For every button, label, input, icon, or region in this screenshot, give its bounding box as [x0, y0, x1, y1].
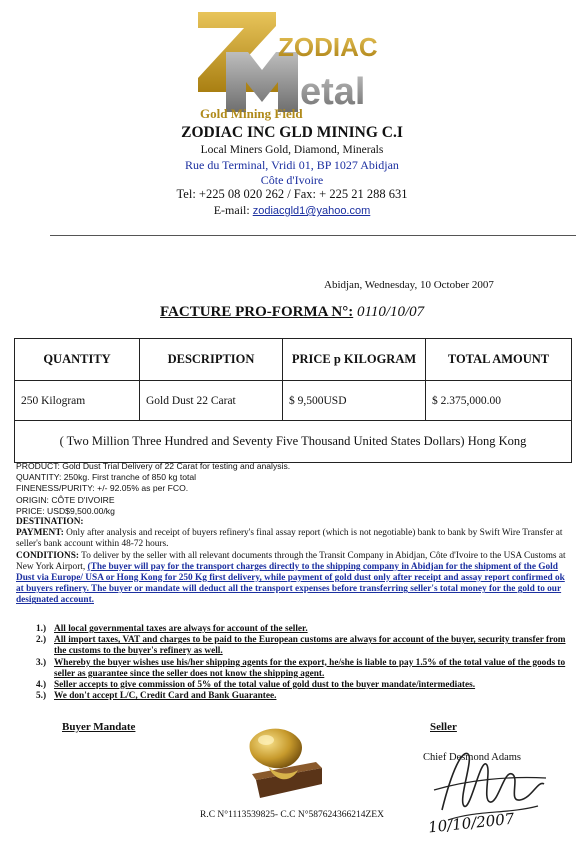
detail-product: PRODUCT: Gold Dust Trial Delivery of 22 Carat for testing and analysis.: [16, 461, 291, 471]
logo-word-metal: etal: [300, 71, 366, 113]
signature-date: 10/10/2007: [427, 809, 516, 837]
detail-payment: [16, 528, 572, 550]
company-tagline: Local Miners Gold, Diamond, Minerals: [200, 144, 384, 156]
conditions-transport-note: (The buyer will pay for the transport charges directly to the shipping company in Abidjan for the shipment of the Gold Dust via Europe/ USA or Hong Kong for 250 Kg first delivery, while payment of gold dust only after receipt and assay report confirmed ok at buyers refinery. The buyer or mandate will deduct all the transport expenses before transferring seller's total money for the gold to our designated account.: [16, 561, 565, 606]
detail-price: PRICE: USD$9,500.00/kg: [16, 505, 115, 516]
cell-quantity: 250 Kilogram: [15, 381, 140, 421]
company-email: [130, 203, 454, 218]
table-header-row: [15, 339, 572, 381]
detail-origin: ORIGIN: CÔTE D'IVOIRE: [16, 494, 115, 505]
col-price: PRICE p KILOGRAM: [283, 339, 426, 381]
amount-words-row: [15, 421, 572, 463]
invoice-details: [16, 461, 572, 607]
table-row: [15, 381, 572, 421]
email-link[interactable]: zodiacgld1@yahoo.com: [252, 205, 371, 217]
invoice-table: [14, 338, 572, 463]
invoice-title-label: FACTURE PRO-FORMA N°:: [160, 304, 354, 320]
buyer-mandate-label: Buyer Mandate: [62, 721, 136, 733]
list-item: 5.) We don't accept L/C, Credit Card and Bank Guarantee.: [36, 691, 277, 702]
conditions-text: To deliver by the seller with all relevant documents through the Transit Company in Abidjan, Côte d'Ivoire to the USA Customs at New York Airport,: [16, 550, 566, 572]
detail-quantity: QUANTITY: 250kg. First tranche of 850 kg total: [16, 472, 197, 483]
invoice-number: 0110/10/07: [356, 304, 425, 320]
seller-label: Seller: [430, 721, 457, 733]
company-country: Côte d'Ivoire: [260, 173, 324, 187]
logo-word-zodiac: ZODIAC: [278, 32, 378, 62]
list-item: 2.) All import taxes, VAT and charges to be paid to the European customs are always for account of the buyer, security transfer from the customs to the buyer's refinery as well.: [36, 635, 566, 657]
terms-list: [16, 624, 572, 702]
header-divider: [50, 235, 576, 236]
company-phone: Tel: +225 08 020 262 / Fax: + 225 21 288 631: [176, 187, 408, 201]
invoice-title: [160, 304, 424, 321]
detail-fineness: FINENESS/PURITY: +/- 92.05% as per FCO.: [16, 483, 189, 494]
col-total: TOTAL AMOUNT: [426, 339, 572, 381]
registration-numbers: R.C N°1113539825- C.C N°587624366214ZEX: [200, 810, 384, 820]
seller-name: Chief Desmond Adams: [423, 752, 521, 763]
cell-description: Gold Dust 22 Carat: [140, 381, 283, 421]
payment-text: Only after analysis and receipt of buyers refinery's final assay report (which is not negotiable) bank to bank by Swift Wire Transfer at seller's bank account within 48-72 hours.: [16, 528, 563, 550]
cell-price: $ 9,500USD: [283, 381, 426, 421]
payment-label: PAYMENT:: [16, 528, 64, 539]
conditions-label: CONDITIONS:: [16, 550, 80, 561]
detail-conditions: [16, 551, 572, 607]
cell-total: $ 2.375,000.00: [426, 381, 572, 421]
invoice-date: Abidjan, Wednesday, 10 October 2007: [324, 279, 494, 291]
detail-destination: DESTINATION:: [16, 517, 84, 528]
col-quantity: QUANTITY: [15, 339, 140, 381]
gold-nugget-image: [238, 722, 328, 802]
list-item: 1.) All local governmental taxes are always for account of the seller.: [36, 624, 308, 634]
company-address: Rue du Terminal, Vridi 01, BP 1027 Abidjan: [185, 158, 399, 172]
logo-subtitle: Gold Mining Field: [200, 106, 303, 121]
col-description: DESCRIPTION: [140, 339, 283, 381]
email-label: E-mail:: [213, 203, 253, 217]
list-item: 4.) Seller accepts to give commission of 5% of the total value of gold dust to the buyer mandate/intermediates.: [36, 680, 476, 691]
amount-in-words: ( Two Million Three Hundred and Seventy Five Thousand United States Dollars) Hong Kong: [15, 421, 572, 463]
list-item: 3.) Whereby the buyer wishes use his/her shipping agents for the export, he/she is liable to pay 1.5% of the total value of the goods to seller as guarantee since the seller does not know the shipping agent.: [36, 657, 566, 679]
company-name: ZODIAC INC GLD MINING C.I: [181, 124, 403, 141]
